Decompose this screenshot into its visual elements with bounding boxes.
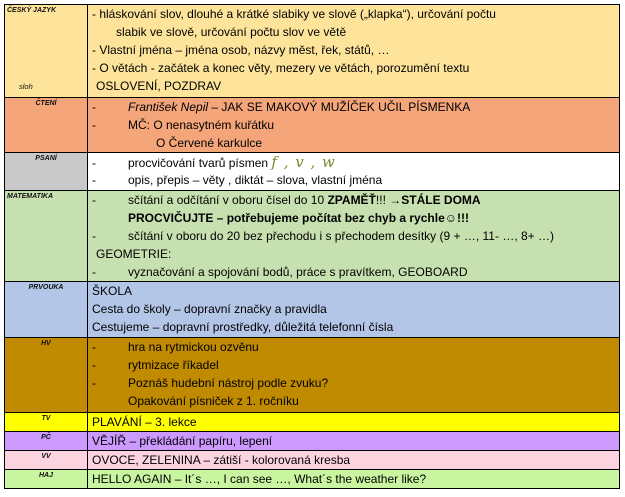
content-line: - O větách - začátek a konec věty, mezery ve větách, porozumění textu — [92, 61, 470, 75]
content-cell — [88, 5, 620, 98]
content-cell — [88, 98, 620, 153]
content-line — [92, 153, 615, 171]
subject-cell — [5, 153, 88, 191]
content-line — [92, 374, 615, 392]
content-line — [92, 116, 615, 134]
row-haj — [5, 470, 620, 489]
music-item: rytmizace říkadel — [128, 358, 219, 372]
content-line: slabik ve slově, určování počtu slov ve větě — [116, 25, 347, 39]
bullet-dash: - — [92, 173, 96, 187]
row-pc — [5, 432, 620, 451]
content-cell — [88, 338, 620, 413]
content-line: Cestujeme – dopravní prostředky, důležitá telefonní čísla — [92, 320, 394, 334]
content-cell — [88, 470, 620, 489]
row-matematika — [5, 191, 620, 282]
content-line: ŠKOLA — [92, 284, 133, 298]
content-line: - hláskování slov, dlouhé a krátké slabiky ve slově („klapka“), určování počtu — [92, 7, 496, 21]
math-text: vyznačování a spojování bodů, práce s pravítkem, GEOBOARD — [128, 265, 468, 279]
bullet-dash: - — [92, 358, 96, 372]
content-line: GEOMETRIE: — [96, 247, 172, 261]
subject-label: PČ — [41, 434, 51, 441]
row-cesky-jazyk — [5, 5, 620, 98]
content-line — [92, 356, 615, 374]
content-line: O Červené karkulce — [156, 136, 263, 150]
bullet-dash: - — [92, 118, 96, 132]
subject-label: VV — [41, 453, 51, 460]
book-title: – JAK SE MAKOVÝ MUŽÍČEK UČIL PÍSMENKA — [208, 100, 471, 114]
bullet-dash: - — [92, 229, 96, 243]
subject-cell — [5, 191, 88, 282]
content-cell — [88, 451, 620, 470]
content-cell — [88, 153, 620, 191]
writing-item: opis, přepis – věty , diktát – slova, vlastní jména — [128, 173, 383, 187]
row-hv — [5, 338, 620, 413]
reading-item: MČ: O nenasytném kuřátku — [128, 118, 275, 132]
content-line: HELLO AGAIN – It´s …, I can see …, What´s the weather like? — [92, 472, 427, 486]
bullet-dash: - — [92, 156, 96, 170]
bullet-dash: - — [92, 100, 96, 114]
subject-label: HV — [41, 340, 51, 347]
subject-label: ČESKÝ JAZYK — [7, 7, 57, 14]
math-text: !!! → — [375, 193, 402, 207]
content-line — [92, 338, 615, 356]
row-tv — [5, 413, 620, 432]
math-emphasis: PROCVIČUJTE – potřebujeme počítat bez chyb a rychle — [128, 211, 445, 225]
content-cell — [88, 191, 620, 282]
handwritten-letters: f , v , w — [271, 153, 336, 171]
math-text: sčítání a odčítání v oboru čísel do 10 — [128, 193, 328, 207]
bullet-dash: - — [92, 376, 96, 390]
subject-cell — [5, 98, 88, 153]
content-line — [92, 171, 615, 189]
weekly-plan — [4, 4, 620, 489]
book-author: František Nepil — [128, 100, 209, 114]
subject-label: ČTENÍ — [35, 100, 57, 107]
content-line: Cesta do školy – dopravní značky a pravidla — [92, 302, 327, 316]
music-item: Poznáš hudební nástroj podle zvuku? — [128, 376, 329, 390]
subject-label: MATEMATIKA — [7, 193, 54, 200]
subject-label: PSANÍ — [35, 155, 57, 162]
subject-label: PRVOUKA — [28, 284, 64, 291]
subject-cell — [5, 432, 88, 451]
row-psani — [5, 153, 620, 191]
content-line — [92, 263, 615, 281]
content-line — [92, 98, 615, 116]
math-text: sčítání v oboru do 20 bez přechodu i s přechodem desítky (9 + …, 11- …, 8+ …) — [128, 229, 554, 243]
subject-cell — [5, 338, 88, 413]
smiley-icon: ☺!!! — [444, 211, 469, 225]
row-prvouka — [5, 282, 620, 338]
subject-label: TV — [41, 415, 51, 422]
subject-cell — [5, 470, 88, 489]
bullet-dash: - — [92, 265, 96, 279]
bullet-dash: - — [92, 340, 96, 354]
subject-sublabel: sloh — [19, 82, 33, 91]
math-emphasis: STÁLE DOMA — [401, 193, 481, 207]
content-line: - Vlastní jména – jména osob, názvy měst, řek, států, … — [92, 43, 390, 57]
content-line: OVOCE, ZELENINA – zátiší - kolorovaná kresba — [92, 453, 351, 467]
content-line — [92, 209, 615, 227]
subject-cell — [5, 5, 88, 98]
content-line — [92, 227, 615, 245]
content-line — [92, 191, 615, 209]
subject-label: HAJ — [38, 472, 53, 479]
subject-cell — [5, 451, 88, 470]
content-line: VĚJÍŘ – překládání papíru, lepení — [92, 434, 273, 448]
content-line: Opakování písniček z 1. ročníku — [128, 394, 299, 408]
math-emphasis: ZPAMĚŤ — [327, 193, 376, 207]
content-cell — [88, 282, 620, 338]
writing-item: procvičování tvarů písmen — [128, 156, 269, 170]
content-cell — [88, 432, 620, 451]
subject-cell — [5, 282, 88, 338]
content-line: PLAVÁNÍ – 3. lekce — [92, 415, 197, 429]
subject-cell — [5, 413, 88, 432]
content-line: OSLOVENÍ, POZDRAV — [96, 79, 222, 93]
weekly-plan-table — [4, 4, 620, 489]
bullet-dash: - — [92, 193, 96, 207]
row-vv — [5, 451, 620, 470]
music-item: hra na rytmickou ozvěnu — [128, 340, 259, 354]
content-cell — [88, 413, 620, 432]
row-cteni — [5, 98, 620, 153]
